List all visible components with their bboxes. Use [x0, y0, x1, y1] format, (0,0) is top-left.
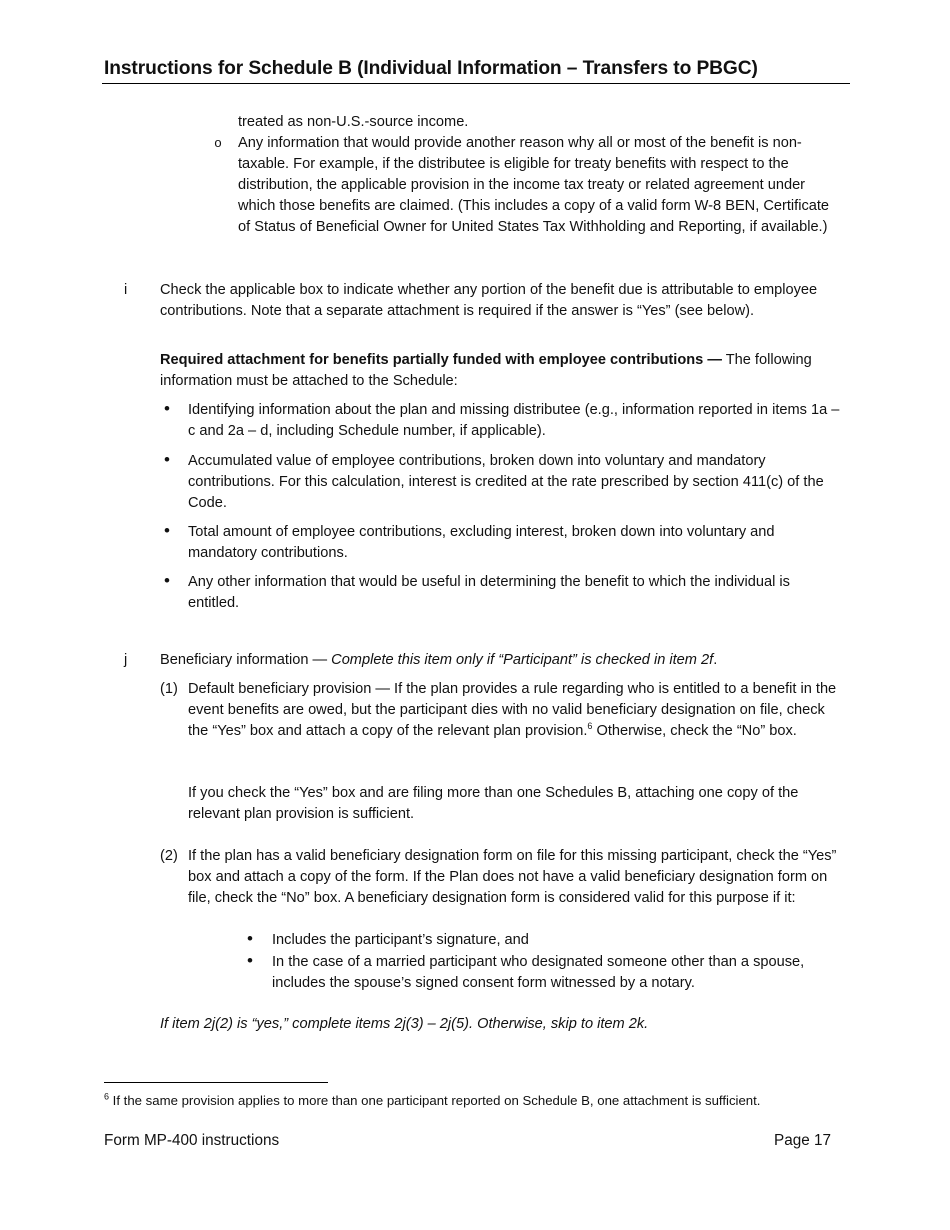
bullet-icon: •: [164, 450, 170, 469]
page-title: Instructions for Schedule B (Individual Information – Transfers to PBGC): [104, 58, 758, 79]
footnote-reference: 6: [587, 720, 593, 731]
item-j-intro-italic: Complete this item only if “Participant” is checked in item 2f: [331, 652, 714, 668]
item-j-intro-end: .: [713, 652, 718, 668]
attachment-bullet: Identifying information about the plan and missing distributee (e.g., information reported in items 1a – c and 2a – d, including Schedule number, if applicable).: [188, 402, 840, 439]
continuation-list-item: Any information that would provide another reason why all or most of the benefit is non- taxable. For example, if the distributee is eligible for treaty benefits with respect to the distribution, the applicable provision in the income tax treaty or related agreement under which those benefits are claimed. (This includes a copy of a valid form W-8 BEN, Certificate of Status of Beneficial Owner for United States Tax Withholding and Reporting, if available.): [238, 135, 830, 235]
item-j-letter: j: [124, 652, 128, 668]
bullet-icon: •: [247, 951, 253, 970]
default-beneficiary-provision: [188, 679, 840, 742]
bullet-icon: •: [247, 929, 253, 948]
footnote-divider: [104, 1082, 328, 1083]
item-i-intro: Check the applicable box to indicate whether any portion of the benefit due is attributable to employee contributions. Note that a separate attachment is required if the answer is “Yes” (see below).: [160, 282, 818, 319]
header-divider: [102, 83, 850, 84]
item-i-attachment-paragraph: [160, 350, 842, 392]
designation-bullet: Includes the participant’s signature, and: [272, 932, 529, 948]
attachment-bullet: Total amount of employee contributions, excluding interest, broken down into voluntary and mandatory contributions.: [188, 524, 775, 561]
bullet-icon: •: [164, 571, 170, 590]
sub-item-number: (2): [160, 848, 178, 864]
sub-item-number: (1): [160, 681, 178, 697]
bullet-icon: •: [164, 399, 170, 418]
attachment-bullet: Accumulated value of employee contributions, broken down into voluntary and mandatory contributions. For this calculation, interest is credited at the rate prescribed by section 411(c) of the Code.: [188, 453, 824, 511]
continuation-text: treated as non-U.S.-source income.: [238, 114, 469, 130]
attachment-bullet: Any other information that would be useful in determining the benefit to which the individual is entitled.: [188, 574, 790, 611]
bullet-icon: •: [164, 521, 170, 540]
item-i-letter: i: [124, 282, 128, 298]
item-j-intro-plain: Beneficiary information —: [160, 652, 332, 668]
footer-form-id: Form MP-400 instructions: [104, 1132, 280, 1149]
footnote: [104, 1092, 844, 1110]
item-j-intro: [160, 650, 842, 671]
circle-bullet-icon: o: [214, 135, 222, 150]
sub-item-text-after: Otherwise, check the “No” box.: [592, 722, 797, 739]
attachment-heading: Required attachment for benefits partially funded with employee contributions —: [160, 352, 722, 368]
sub-item-text: Default beneficiary provision — If the plan provides a rule regarding who is entitled to a benefit in the event benefits are owed, but the participant dies with no valid beneficiary designation on file, check the “Yes” box and attach a copy of the relevant plan provision.: [188, 681, 837, 739]
beneficiary-designation-form: If the plan has a valid beneficiary designation form on file for this missing participant, check the “Yes” box and attach a copy of the form. If the Plan does not have a valid beneficiary designation form on file, check the “No” box. A beneficiary designation form is considered valid for this purpose if it:: [188, 848, 837, 906]
footer-page-number: Page 17: [774, 1132, 831, 1149]
skip-note: [160, 1014, 842, 1035]
footnote-text: If the same provision applies to more than one participant reported on Schedule B, one attachment is sufficient.: [109, 1093, 761, 1108]
skip-note-text: If item 2j(2) is “yes,” complete items 2j(3) – 2j(5). Otherwise, skip to item 2k.: [160, 1016, 649, 1032]
designation-bullet: In the case of a married participant who designated someone other than a spouse, includes the spouse’s signed consent form witnessed by a notary.: [272, 954, 805, 991]
sub-item-note: If you check the “Yes” box and are filing more than one Schedules B, attaching one copy of the relevant plan provision is sufficient.: [188, 785, 799, 822]
footnote-number: 6: [104, 1091, 110, 1102]
attachment-text: The following information must be attached to the Schedule:: [160, 352, 812, 389]
